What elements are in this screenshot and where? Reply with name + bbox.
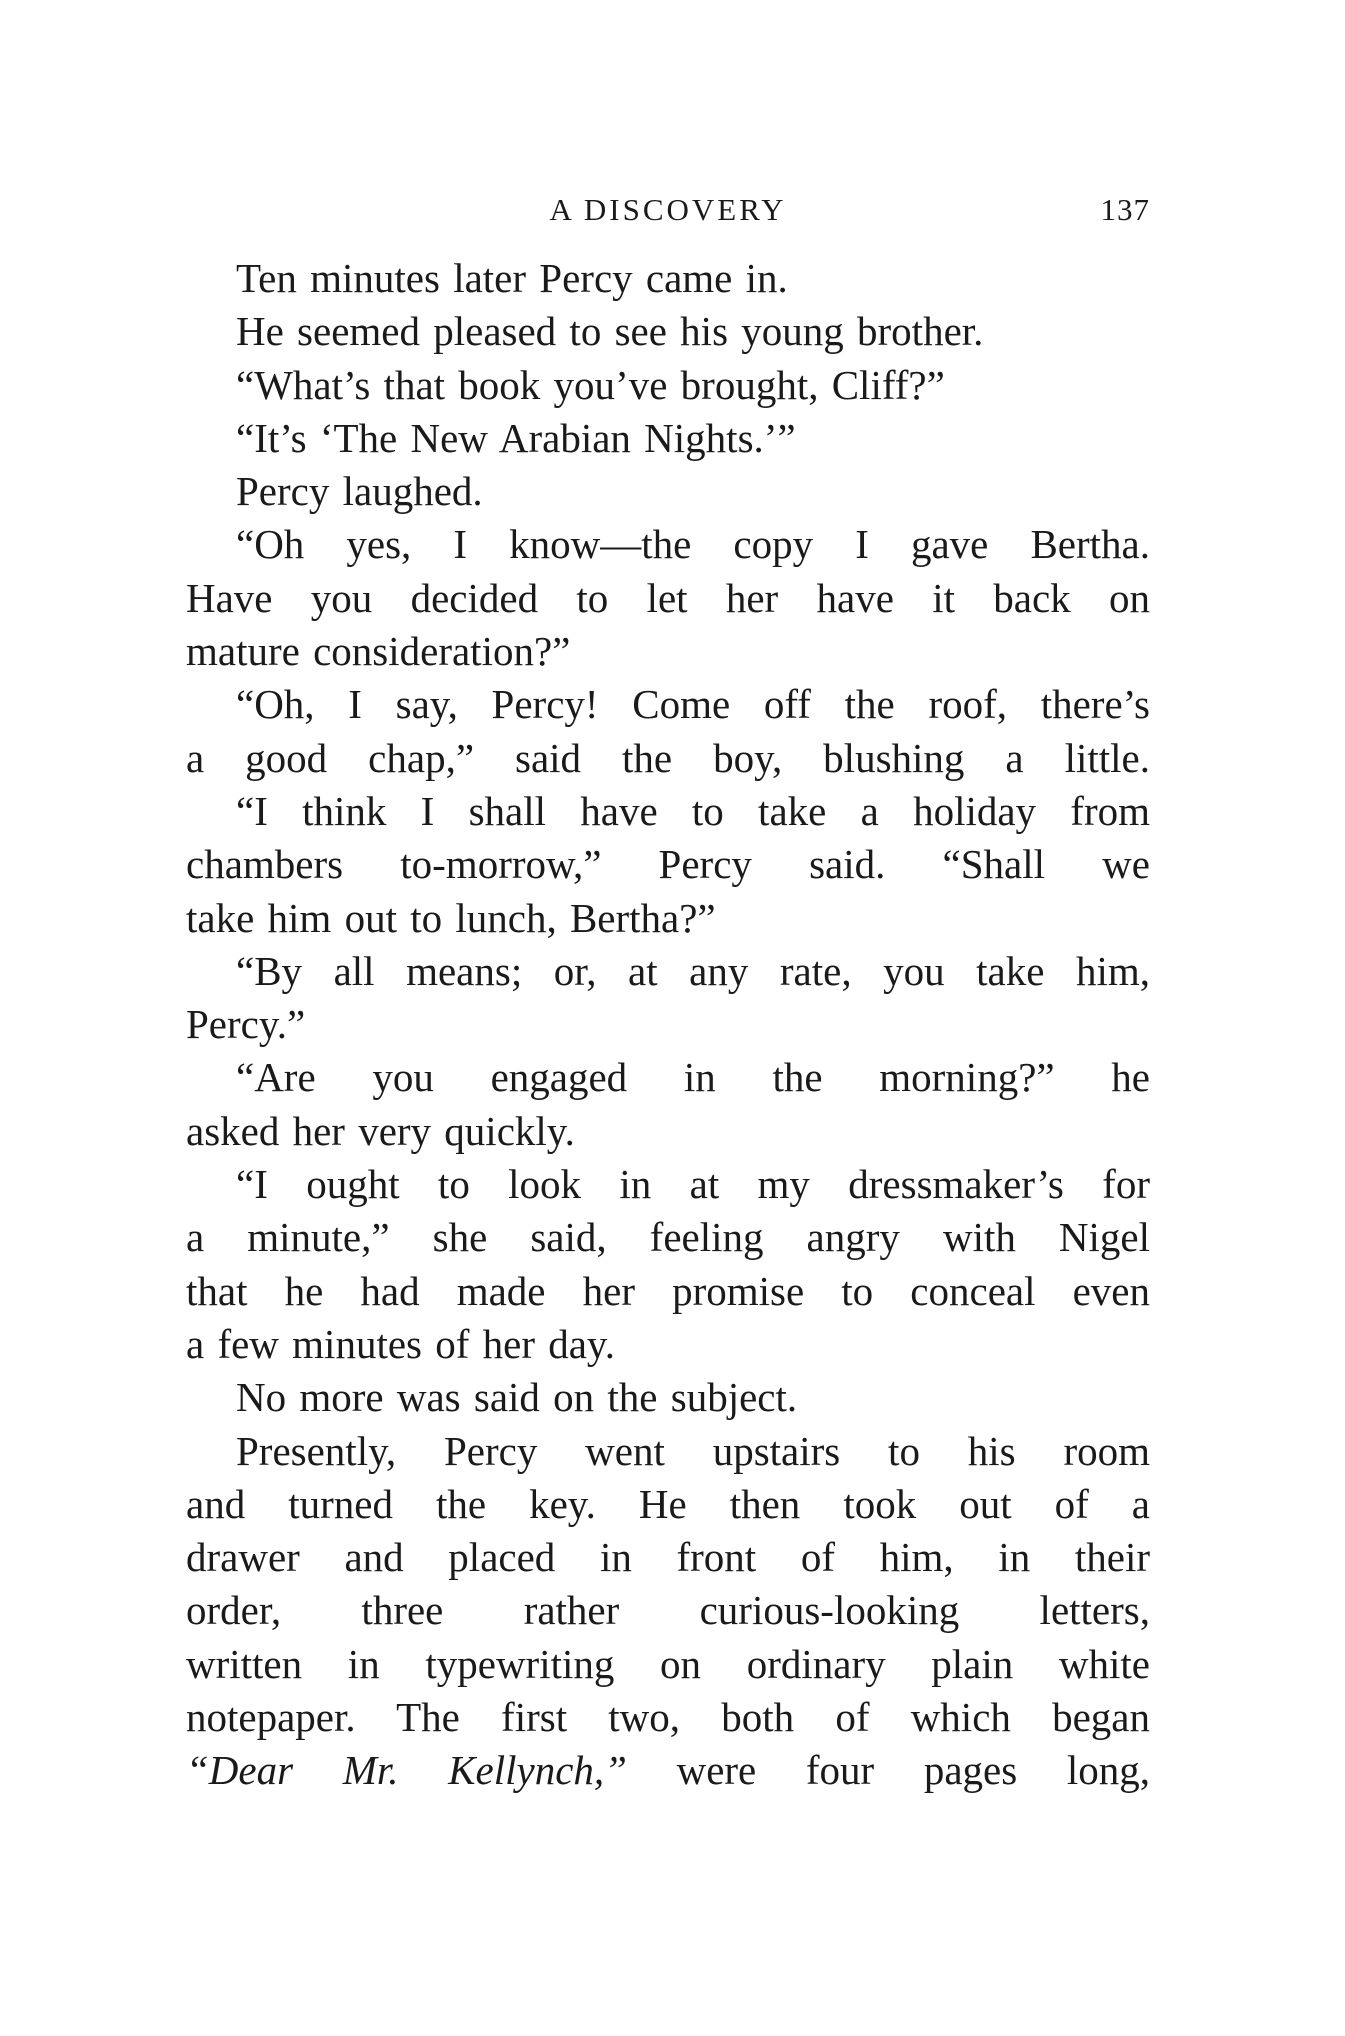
text-line: “By all means; or, at any rate, you take him, xyxy=(236,947,1150,994)
text-line-rest: were four pages long, xyxy=(626,1747,1150,1794)
page-number: 137 xyxy=(1100,192,1150,227)
text-line: Percy.” xyxy=(186,1001,306,1048)
text-line: “It’s ‘The New Arabian Nights.’” xyxy=(236,414,796,461)
italic-salutation: “Dear Mr. Kellynch,” xyxy=(186,1747,627,1794)
text-line: a few minutes of her day. xyxy=(186,1320,616,1367)
text-line: order, three rather curious-looking letters, xyxy=(186,1587,1150,1634)
text-line xyxy=(186,1744,1150,1797)
text-line: take him out to lunch, Bertha?” xyxy=(186,894,716,941)
text-line: Ten minutes later Percy came in. xyxy=(236,255,788,301)
chapter-title: A DISCOVERY xyxy=(549,192,787,227)
text-line: No more was said on the subject. xyxy=(236,1374,798,1421)
running-head xyxy=(186,192,1150,232)
text-line: written in typewriting on ordinary plain white xyxy=(186,1640,1150,1687)
text-line: and turned the key. He then took out of a xyxy=(186,1480,1150,1527)
text-line: Percy laughed. xyxy=(236,468,483,515)
text-line: drawer and placed in front of him, in their xyxy=(186,1534,1150,1581)
text-line: “Oh, I say, Percy! Come off the roof, there’s xyxy=(236,681,1150,728)
text-line: mature consideration?” xyxy=(186,628,571,675)
text-line: “Are you engaged in the morning?” he xyxy=(236,1054,1150,1101)
text-line: chambers to-morrow,” Percy said. “Shall we xyxy=(186,841,1150,888)
text-line: that he had made her promise to conceal even xyxy=(186,1267,1150,1314)
text-line: “I ought to look in at my dressmaker’s for xyxy=(236,1161,1150,1208)
text-line: a good chap,” said the boy, blushing a little. xyxy=(186,734,1150,781)
text-line: “What’s that book you’ve brought, Cliff?” xyxy=(236,361,945,408)
text-line: He seemed pleased to see his young brother. xyxy=(236,308,984,355)
text-line: Have you decided to let her have it back on xyxy=(186,574,1150,621)
text-line: Presently, Percy went upstairs to his room xyxy=(236,1427,1150,1474)
text-line: notepaper. The first two, both of which began xyxy=(186,1694,1150,1741)
body-text xyxy=(186,252,1150,1798)
text-line: asked her very quickly. xyxy=(186,1107,575,1154)
text-line: “I think I shall have to take a holiday from xyxy=(236,787,1150,834)
text-line: “Oh yes, I know—the copy I gave Bertha. xyxy=(236,521,1150,568)
text-line: a minute,” she said, feeling angry with Nigel xyxy=(186,1214,1150,1261)
